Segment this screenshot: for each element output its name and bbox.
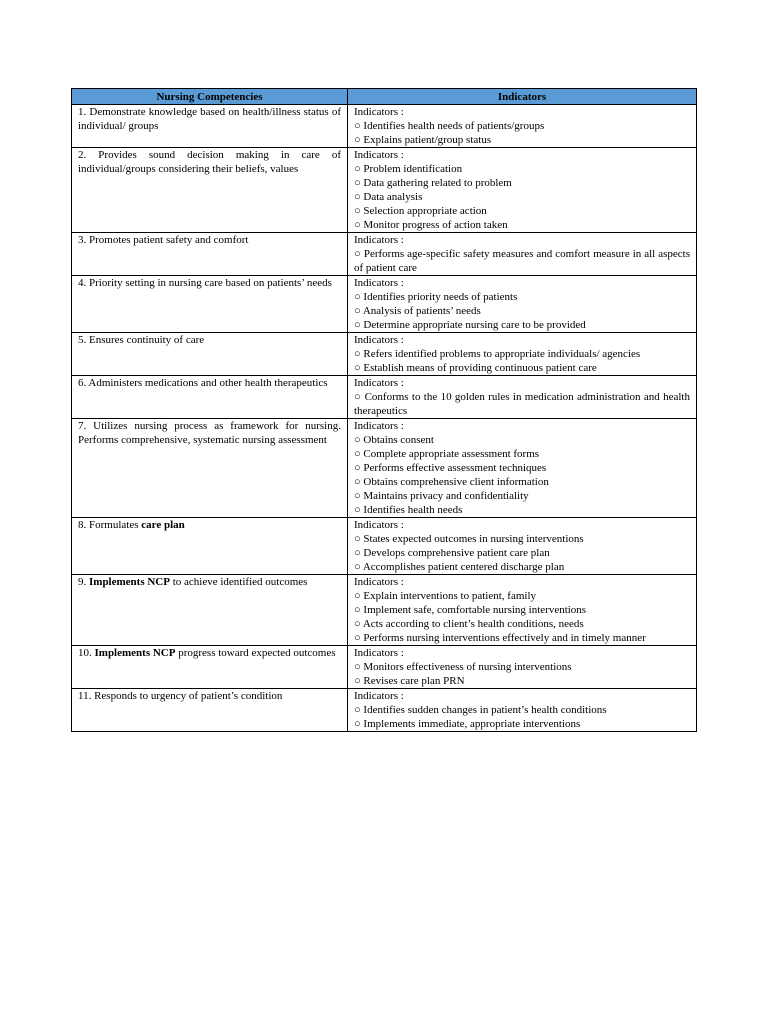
indicators-cell: [348, 333, 697, 376]
indicator-text: Establish means of providing continuous patient care: [363, 362, 597, 374]
indicator-item: [354, 461, 690, 475]
circle-bullet-icon: ○: [354, 561, 361, 573]
circle-bullet-icon: ○: [354, 590, 361, 602]
table-row: [72, 233, 697, 276]
indicators-label: Indicators :: [354, 519, 404, 531]
indicator-item: [354, 489, 690, 503]
indicators-cell: [348, 518, 697, 575]
indicator-text: Data analysis: [363, 191, 423, 203]
indicator-item: [354, 361, 690, 375]
indicators-cell: [348, 646, 697, 689]
circle-bullet-icon: ○: [354, 533, 361, 545]
indicator-text: Accomplishes patient centered discharge plan: [362, 561, 565, 573]
competency-cell: [72, 148, 348, 233]
circle-bullet-icon: ○: [354, 604, 361, 616]
indicator-item: [354, 560, 690, 574]
table-row: [72, 376, 697, 419]
competencies-table: [71, 88, 697, 732]
indicators-cell: [348, 376, 697, 419]
indicator-text: Maintains privacy and confidentiality: [363, 490, 529, 502]
indicator-item: [354, 247, 690, 275]
competency-cell: [72, 333, 348, 376]
circle-bullet-icon: ○: [354, 191, 361, 203]
circle-bullet-icon: ○: [354, 362, 361, 374]
indicator-text: Explains patient/group status: [363, 134, 492, 146]
indicator-text: Revises care plan PRN: [363, 675, 465, 687]
circle-bullet-icon: ○: [354, 675, 361, 687]
competency-text: 1. Demonstrate knowledge based on health/illness status of individual/ groups: [78, 106, 341, 132]
indicator-item: [354, 190, 690, 204]
competency-text: progress toward expected outcomes: [175, 647, 336, 659]
circle-bullet-icon: ○: [354, 120, 361, 132]
indicators-label: Indicators :: [354, 277, 404, 289]
indicator-text: Data gathering related to problem: [363, 177, 512, 189]
indicator-item: [354, 318, 690, 332]
competency-cell: [72, 233, 348, 276]
indicator-item: [354, 617, 690, 631]
header-nursing-competencies: Nursing Competencies: [72, 89, 348, 105]
indicator-item: [354, 133, 690, 147]
competency-cell: [72, 376, 348, 419]
circle-bullet-icon: ○: [354, 718, 361, 730]
circle-bullet-icon: ○: [354, 448, 361, 460]
indicator-text: Performs nursing interventions effectively and in timely manner: [363, 632, 646, 644]
circle-bullet-icon: ○: [354, 504, 361, 516]
circle-bullet-icon: ○: [354, 291, 361, 303]
indicator-item: [354, 176, 690, 190]
indicator-item: [354, 204, 690, 218]
table-row: [72, 105, 697, 148]
indicator-item: [354, 290, 690, 304]
indicator-text: Selection appropriate action: [363, 205, 487, 217]
circle-bullet-icon: ○: [354, 661, 361, 673]
indicators-cell: [348, 105, 697, 148]
indicator-item: [354, 703, 690, 717]
indicator-item: [354, 546, 690, 560]
indicator-text: Monitor progress of action taken: [363, 219, 508, 231]
competency-cell: [72, 276, 348, 333]
table-row: [72, 276, 697, 333]
competency-text: 11. Responds to urgency of patient’s condition: [78, 690, 283, 702]
competency-keyword: Implements NCP: [94, 647, 176, 659]
indicator-item: [354, 674, 690, 688]
competency-text: 10.: [78, 647, 95, 659]
indicator-item: [354, 717, 690, 731]
table-body: [72, 105, 697, 732]
circle-bullet-icon: ○: [354, 134, 361, 146]
competency-text: 6. Administers medications and other health therapeutics: [78, 377, 328, 389]
indicator-text: Performs age-specific safety measures and comfort measure in all aspects of patient care: [354, 248, 690, 274]
competency-text: 8. Formulates: [78, 519, 142, 531]
indicator-item: [354, 503, 690, 517]
indicator-text: Obtains comprehensive client information: [363, 476, 549, 488]
indicator-item: [354, 660, 690, 674]
circle-bullet-icon: ○: [354, 434, 361, 446]
indicator-text: Complete appropriate assessment forms: [363, 448, 540, 460]
indicators-label: Indicators :: [354, 149, 404, 161]
table-row: [72, 419, 697, 518]
indicator-item: [354, 390, 690, 418]
competency-text: to achieve identified outcomes: [169, 576, 308, 588]
circle-bullet-icon: ○: [354, 219, 361, 231]
indicator-text: Determine appropriate nursing care to be provided: [363, 319, 586, 331]
competency-keyword: Implements NCP: [89, 576, 170, 588]
competency-text: 5. Ensures continuity of care: [78, 334, 205, 346]
circle-bullet-icon: ○: [354, 163, 361, 175]
circle-bullet-icon: ○: [354, 319, 361, 331]
indicators-label: Indicators :: [354, 647, 404, 659]
indicator-item: [354, 119, 690, 133]
indicator-text: Problem identification: [363, 163, 463, 175]
table-row: [72, 333, 697, 376]
indicators-cell: [348, 276, 697, 333]
indicator-text: Implement safe, comfortable nursing interventions: [363, 604, 587, 616]
competency-text: 3. Promotes patient safety and comfort: [78, 234, 249, 246]
indicator-text: Analysis of patients’ needs: [362, 305, 481, 317]
indicator-text: Implements immediate, appropriate interventions: [363, 718, 581, 730]
competency-text: 2. Provides sound decision making in care of individual/groups considering their beliefs, values: [78, 149, 341, 175]
competency-cell: [72, 105, 348, 148]
indicator-text: Refers identified problems to appropriate individuals/ agencies: [363, 348, 641, 360]
indicators-cell: [348, 419, 697, 518]
indicator-item: [354, 532, 690, 546]
competency-cell: [72, 518, 348, 575]
competency-text: 9.: [78, 576, 89, 588]
indicator-item: [354, 475, 690, 489]
header-indicators: Indicators: [348, 89, 697, 105]
table-row: [72, 575, 697, 646]
competency-cell: [72, 575, 348, 646]
indicator-item: [354, 347, 690, 361]
circle-bullet-icon: ○: [354, 547, 361, 559]
indicator-item: [354, 433, 690, 447]
circle-bullet-icon: ○: [354, 205, 361, 217]
indicators-cell: [348, 148, 697, 233]
indicators-label: Indicators :: [354, 576, 404, 588]
competency-text: 4. Priority setting in nursing care based on patients’ needs: [78, 277, 332, 289]
circle-bullet-icon: ○: [354, 348, 361, 360]
indicator-text: Explain interventions to patient, family: [363, 590, 537, 602]
indicators-cell: [348, 233, 697, 276]
indicator-item: [354, 589, 690, 603]
indicators-cell: [348, 575, 697, 646]
indicator-item: [354, 631, 690, 645]
table-row: [72, 689, 697, 732]
circle-bullet-icon: ○: [354, 177, 361, 189]
competency-keyword: care plan: [141, 519, 185, 531]
table-row: [72, 148, 697, 233]
indicator-text: Obtains consent: [363, 434, 434, 446]
indicators-label: Indicators :: [354, 334, 404, 346]
competency-cell: [72, 419, 348, 518]
indicators-label: Indicators :: [354, 106, 404, 118]
indicator-text: Performs effective assessment techniques: [363, 462, 547, 474]
competency-text: 7. Utilizes nursing process as framework for nursing. Performs comprehensive, systematic nursing assessment: [78, 420, 341, 446]
indicator-text: Monitors effectiveness of nursing interventions: [363, 661, 572, 673]
indicators-label: Indicators :: [354, 234, 404, 246]
indicator-item: [354, 304, 690, 318]
indicators-label: Indicators :: [354, 420, 404, 432]
indicator-item: [354, 218, 690, 232]
indicator-text: Develops comprehensive patient care plan: [363, 547, 550, 559]
table-header-row: [72, 89, 697, 105]
circle-bullet-icon: ○: [354, 462, 361, 474]
circle-bullet-icon: ○: [354, 391, 362, 403]
table-row: [72, 646, 697, 689]
circle-bullet-icon: ○: [354, 305, 361, 317]
indicator-text: Identifies sudden changes in patient’s health conditions: [363, 704, 607, 716]
circle-bullet-icon: ○: [354, 476, 361, 488]
indicator-text: Conforms to the 10 golden rules in medication administration and health therapeutics: [354, 391, 690, 417]
indicator-text: States expected outcomes in nursing interventions: [363, 533, 584, 545]
circle-bullet-icon: ○: [354, 248, 361, 260]
indicators-cell: [348, 689, 697, 732]
indicator-item: [354, 162, 690, 176]
competency-cell: [72, 646, 348, 689]
indicators-label: Indicators :: [354, 690, 404, 702]
indicator-text: Identifies priority needs of patients: [363, 291, 518, 303]
circle-bullet-icon: ○: [354, 490, 361, 502]
indicator-text: Identifies health needs of patients/groups: [363, 120, 545, 132]
indicator-text: Acts according to client’s health conditions, needs: [362, 618, 584, 630]
table-row: [72, 518, 697, 575]
competency-cell: [72, 689, 348, 732]
indicator-text: Identifies health needs: [363, 504, 463, 516]
indicator-item: [354, 603, 690, 617]
circle-bullet-icon: ○: [354, 632, 361, 644]
circle-bullet-icon: ○: [354, 618, 361, 630]
document-page: [71, 88, 696, 732]
circle-bullet-icon: ○: [354, 704, 361, 716]
indicators-label: Indicators :: [354, 377, 404, 389]
indicator-item: [354, 447, 690, 461]
